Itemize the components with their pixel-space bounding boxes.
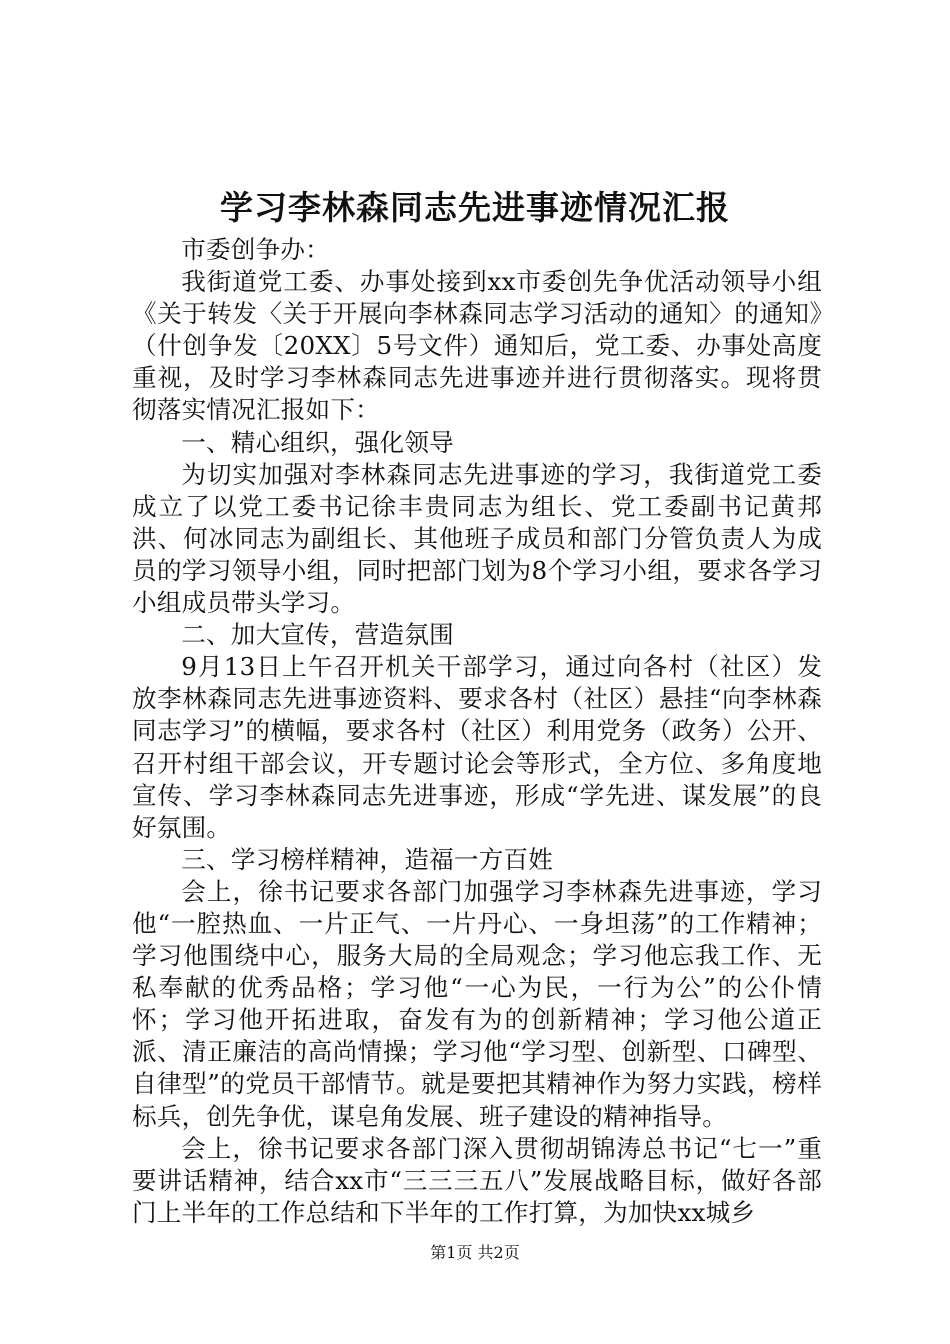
section-3-paragraph-2: 会上，徐书记要求各部门深入贯彻胡锦涛总书记“七一”重要讲话精神，结合xx市“三三三五八”发展战略目标，做好各部门上半年的工作总结和下半年的工作打算，为加快xx城乡: [132, 1133, 822, 1227]
section-1-paragraph: 为切实加强对李林森同志先进事迹的学习，我街道党工委成立了以党工委书记徐丰贵同志为组长、党工委副书记黄邦洪、何冰同志为副组长、其他班子成员和部门分管负责人为成员的学习领导小组，同时把部门划为8个学习小组，要求各学习小组成员带头学习。: [132, 459, 822, 618]
document-body: [132, 234, 822, 1229]
section-3-paragraph-1: 会上，徐书记要求各部门加强学习李林森先进事迹，学习他“一腔热血、一片正气、一片丹心、一身坦荡”的工作精神；学习他围绕中心，服务大局的全局观念；学习他忘我工作、无私奉献的优秀品格；学习他“一心为民，一行为公”的公仆情怀；学习他开拓进取，奋发有为的创新精神；学习他公道正派、清正廉洁的高尚情操；学习他“学习型、创新型、口碑型、自律型”的党员干部情节。就是要把其精神作为努力实践，榜样标兵，创先争优，谋皂角发展、班子建设的精神指导。: [132, 876, 822, 1131]
section-heading-3: 三、学习榜样精神，造福一方百姓: [181, 844, 554, 874]
intro-paragraph: 我街道党工委、办事处接到xx市委创先争优活动领导小组《关于转发〈关于开展向李林森同志学习活动的通知〉的通知》（什创争发〔20XX〕5号文件）通知后，党工委、办事处高度重视，及时学习李林森同志先进事迹并进行贯彻落实。现将贯彻落实情况汇报如下：: [132, 267, 822, 425]
section-2-paragraph: 9月13日上午召开机关干部学习，通过向各村（社区）发放李林森同志先进事迹资料、要求各村（社区）悬挂“向李林森同志学习”的横幅，要求各村（社区）利用党务（政务）公开、召开村组干部会议，开专题讨论会等形式，全方位、多角度地宣传、学习李林森同志先进事迹，形成“学先进、谋发展”的良好氛围。: [132, 652, 822, 842]
section-heading-2: 二、加大宣传，营造氛围: [181, 620, 454, 650]
salutation: 市委创争办：: [181, 235, 330, 264]
section-heading-1: 一、精心组织，强化领导: [181, 427, 454, 457]
page-number-footer: 第1页 共2页: [430, 1243, 520, 1262]
document-title: 学习李林森同志先进事迹情况汇报: [220, 188, 730, 227]
